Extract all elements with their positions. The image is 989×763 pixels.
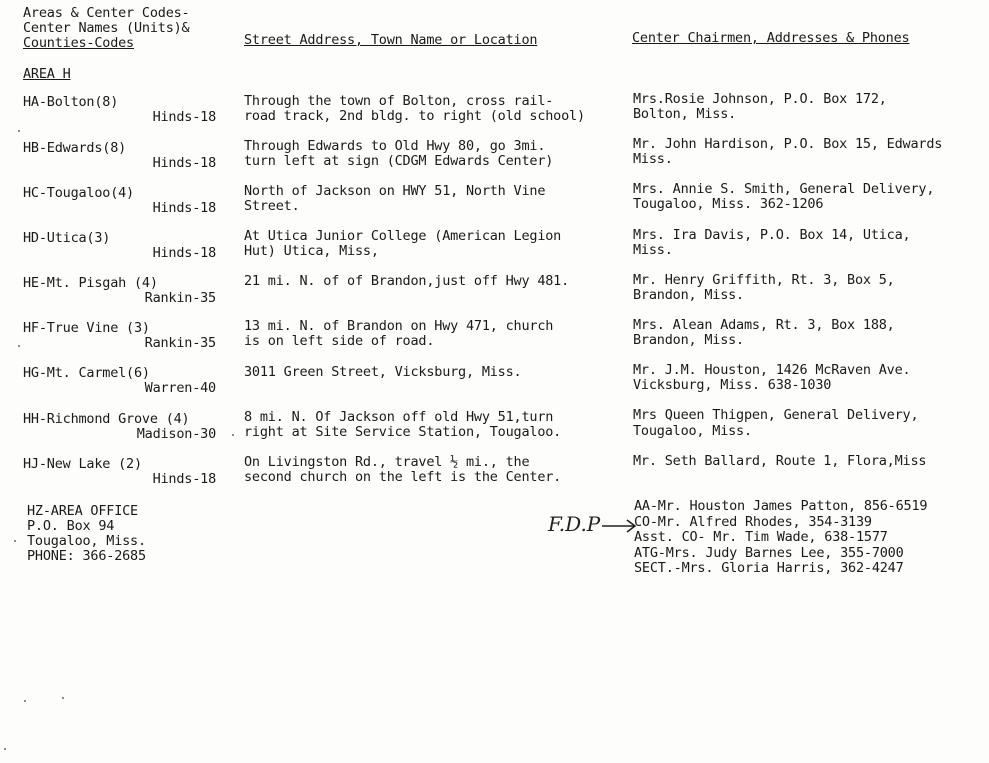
area-office-line: HZ-AREA OFFICE xyxy=(27,503,138,519)
chairman-line: Mrs. Annie S. Smith, General Delivery, xyxy=(633,181,935,197)
chairman-line: Mr. Henry Griffith, Rt. 3, Box 5, xyxy=(633,272,895,288)
scan-speck xyxy=(18,345,20,347)
location-line: On Livingston Rd., travel ½ mi., the xyxy=(244,454,530,470)
county-code: Rankin-35 xyxy=(144,290,216,306)
officer-line: SECT.-Mrs. Gloria Harris, 362-4247 xyxy=(634,560,904,576)
location-line: Through the town of Bolton, cross rail- xyxy=(244,93,554,109)
location-line: second church on the left is the Center. xyxy=(244,469,562,485)
chairman-line: Mrs Queen Thigpen, General Delivery, xyxy=(633,407,919,423)
chairman-line: Mrs.Rosie Johnson, P.O. Box 172, xyxy=(633,91,887,107)
location-line: Street. xyxy=(244,198,300,214)
location-line: At Utica Junior College (American Legion xyxy=(244,228,562,244)
scan-speck xyxy=(4,748,6,750)
chairman-line: Mr. J.M. Houston, 1426 McRaven Ave. xyxy=(633,362,911,378)
county-code: Warren-40 xyxy=(144,380,216,396)
center-name: HA-Bolton(8) xyxy=(23,94,119,110)
center-name: HD-Utica(3) xyxy=(23,230,111,246)
county-code: Hinds-18 xyxy=(152,471,216,487)
county-code: Hinds-18 xyxy=(152,109,216,125)
officer-line: Asst. CO- Mr. Tim Wade, 638-1577 xyxy=(634,529,888,545)
area-office-line: Tougaloo, Miss. xyxy=(27,533,146,549)
chairman-line: Mrs. Ira Davis, P.O. Box 14, Utica, xyxy=(633,227,911,243)
location-line: 21 mi. N. of of Brandon,just off Hwy 481. xyxy=(244,273,570,289)
center-name: HJ-New Lake (2) xyxy=(23,456,142,472)
location-line: right at Site Service Station, Tougaloo. xyxy=(244,424,562,440)
area-office-line: P.O. Box 94 xyxy=(27,518,115,534)
area-label: AREA H xyxy=(23,66,71,82)
header-col3: Center Chairmen, Addresses & Phones xyxy=(632,30,910,46)
center-name: HC-Tougaloo(4) xyxy=(23,185,134,201)
scan-speck xyxy=(232,434,234,436)
county-code: Hinds-18 xyxy=(152,245,216,261)
chairman-line: Mr. Seth Ballard, Route 1, Flora,Miss xyxy=(633,453,927,469)
center-name: HG-Mt. Carmel(6) xyxy=(23,365,150,381)
chairman-line: Vicksburg, Miss. 638-1030 xyxy=(633,377,832,393)
location-line: North of Jackson on HWY 51, North Vine xyxy=(244,183,546,199)
center-name: HE-Mt. Pisgah (4) xyxy=(23,275,158,291)
officer-line: AA-Mr. Houston James Patton, 856-6519 xyxy=(634,498,928,514)
handwritten-note: F.D.P xyxy=(548,512,601,536)
center-name: HB-Edwards(8) xyxy=(23,140,127,156)
area-office-line: PHONE: 366-2685 xyxy=(27,548,146,564)
header-col2: Street Address, Town Name or Location xyxy=(244,32,538,48)
scan-speck xyxy=(62,697,64,699)
location-line: Through Edwards to Old Hwy 80, go 3mi. xyxy=(244,138,546,154)
chairman-line: Miss. xyxy=(633,242,673,258)
chairman-line: Tougaloo, Miss. xyxy=(633,423,752,439)
header-col1-line2: Center Names (Units)& xyxy=(23,20,190,36)
scan-speck xyxy=(14,540,16,542)
location-line: turn left at sign (CDGM Edwards Center) xyxy=(244,153,554,169)
county-code: Madison-30 xyxy=(136,426,216,442)
location-line: 8 mi. N. Of Jackson off old Hwy 51,turn xyxy=(244,409,554,425)
location-line: 13 mi. N. of Brandon on Hwy 471, church xyxy=(244,318,554,334)
chairman-line: Mrs. Alean Adams, Rt. 3, Box 188, xyxy=(633,317,895,333)
scan-speck xyxy=(18,130,20,132)
header-col1-line3: Counties-Codes xyxy=(23,35,134,51)
location-line: road track, 2nd bldg. to right (old school) xyxy=(244,108,585,124)
chairman-line: Mr. John Hardison, P.O. Box 15, Edwards xyxy=(633,136,943,152)
officer-line: ATG-Mrs. Judy Barnes Lee, 355-7000 xyxy=(634,545,904,561)
officer-line: CO-Mr. Alfred Rhodes, 354-3139 xyxy=(634,514,872,530)
chairman-line: Tougaloo, Miss. 362-1206 xyxy=(633,196,824,212)
county-code: Rankin-35 xyxy=(144,335,216,351)
chairman-line: Bolton, Miss. xyxy=(633,106,737,122)
location-line: is on left side of road. xyxy=(244,333,435,349)
chairman-line: Miss. xyxy=(633,151,673,167)
chairman-line: Brandon, Miss. xyxy=(633,332,744,348)
header-col1-line1: Areas & Center Codes- xyxy=(23,5,190,21)
center-name: HF-True Vine (3) xyxy=(23,320,150,336)
scan-speck xyxy=(24,700,26,702)
center-name: HH-Richmond Grove (4) xyxy=(23,411,190,427)
location-line: Hut) Utica, Miss, xyxy=(244,243,379,259)
location-line: 3011 Green Street, Vicksburg, Miss. xyxy=(244,364,522,380)
chairman-line: Brandon, Miss. xyxy=(633,287,744,303)
county-code: Hinds-18 xyxy=(152,200,216,216)
county-code: Hinds-18 xyxy=(152,155,216,171)
